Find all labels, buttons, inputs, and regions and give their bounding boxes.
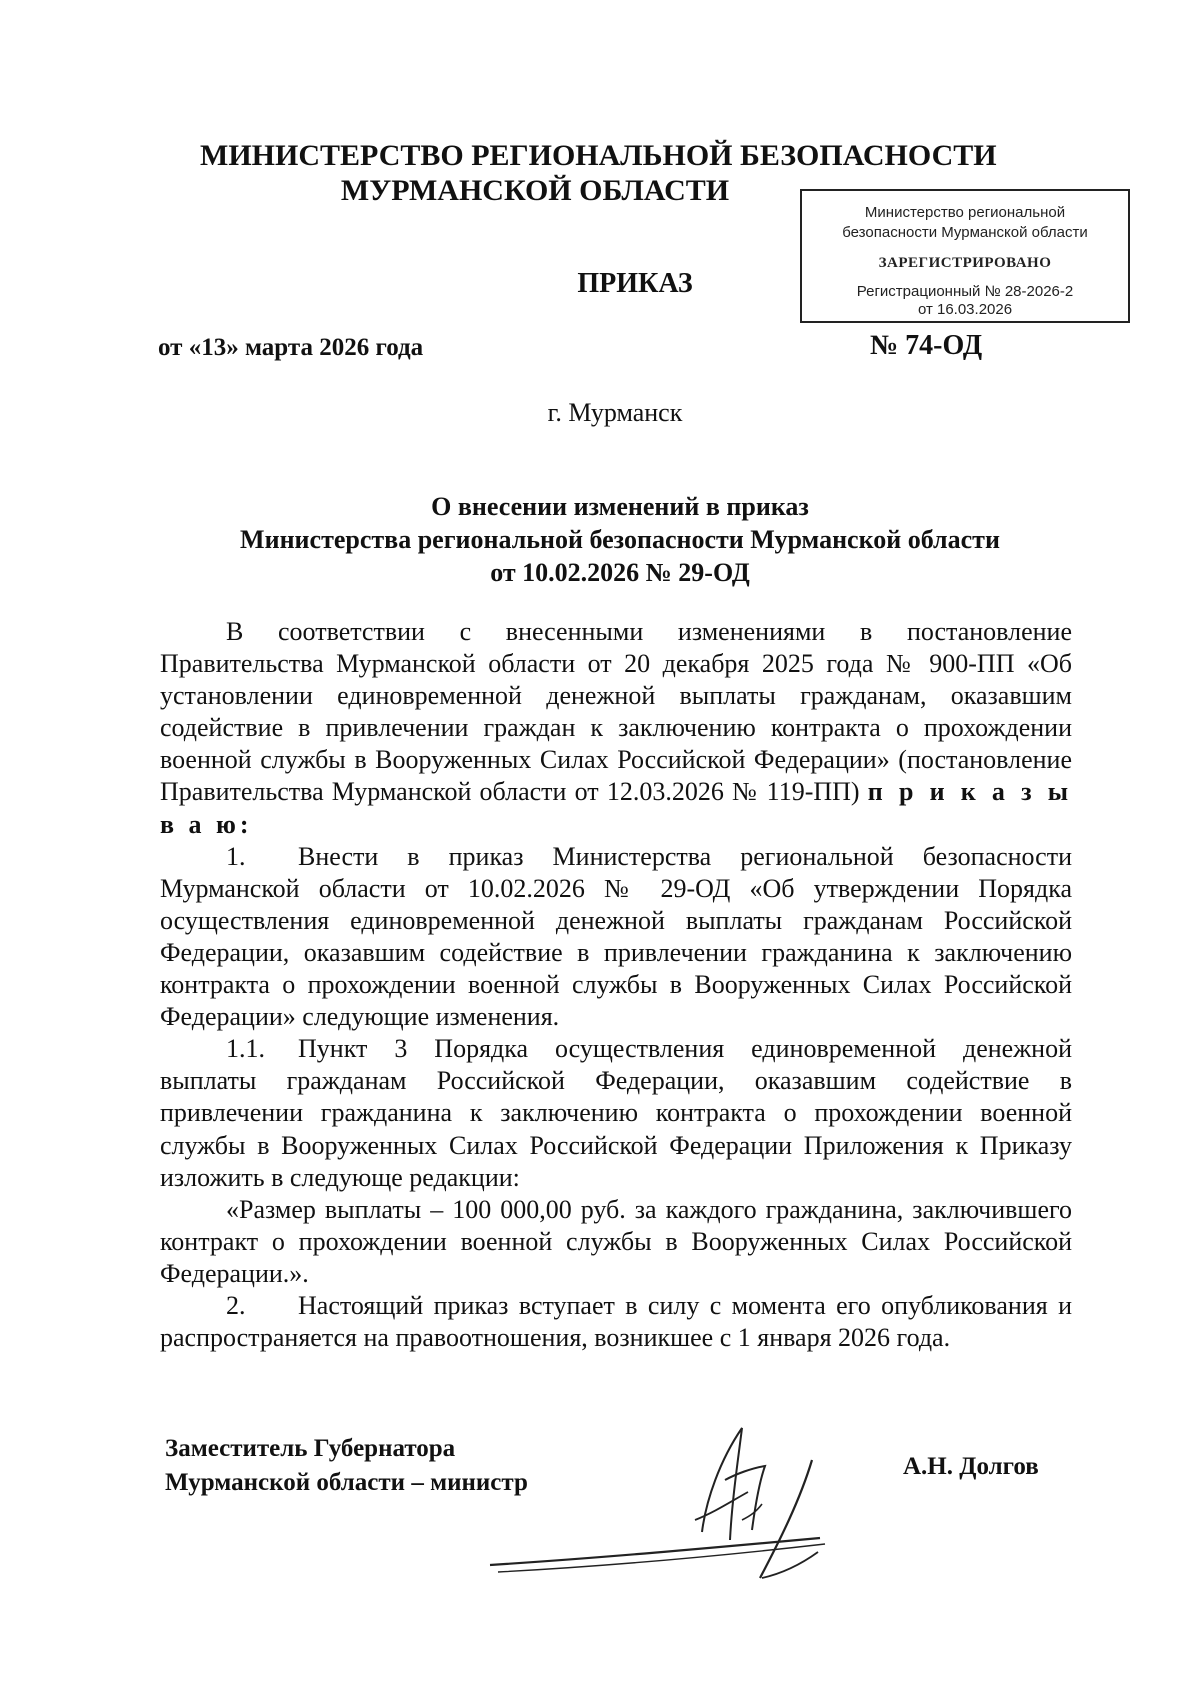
stamp-org-line-2: безопасности Мурманской области [842,224,1088,241]
preamble-paragraph [160,616,1072,841]
stamp-registration [802,283,1128,319]
signer-title-line-2: Мурманской области – министр [165,1469,528,1496]
item-1-number: 1. [226,841,246,871]
item-2-number: 2. [226,1290,246,1320]
document-date: от «13» марта 2026 года [158,334,424,361]
signer-title [165,1432,528,1500]
item-2-text: Настоящий приказ вступает в силу с момента его опубликования и распространяется на правоотношения, возникшее с 1 января 2026 года. [160,1290,1072,1353]
ministry-line-2: МУРМАНСКОЙ ОБЛАСТИ [340,174,730,207]
quote-text: «Размер выплаты – 100 000,00 руб. за каждого гражданина, заключившего контракт о прохождении военной службы в Вооруженных Силах Российской Федерации.». [160,1194,1072,1288]
subject-line-3: от 10.02.2026 № 29-ОД [490,558,750,587]
subject-line-2: Министерства региональной безопасности Мурманской области [240,525,1000,554]
item-2-paragraph [160,1290,1072,1354]
document-city: г. Мурманск [547,398,683,427]
item-1-1-text: Пункт 3 Порядка осуществления единовременной денежной выплаты гражданам Российской Федерации, оказавшим содействие в привлечении гражданина к заключению контракта о прохождении военной службы в Вооруженных Силах Российской Федерации Приложения к Приказу изложить в следующе редакции: [160,1034,1072,1192]
preamble-text: В соответствии с внесенными изменениями в постановление Правительства Мурманской области от 20 декабря 2025 года № 900-ПП «Об установлении единовременной денежной выплаты гражданам, оказавшим содействие в привлечении граждан к заключению контракта о прохождении военной службы в Вооруженных Силах Российской Федерации» (постановление Правительства Мурманской области от 12.03.2026 № 119-ПП) [160,617,1072,807]
item-1-1-number: 1.1. [226,1034,265,1064]
item-1-text: Внести в приказ Министерства региональной безопасности Мурманской области от 10.02.2026 № 29-ОД «Об утверждении Порядка осуществления единовременной денежной выплаты гражданам Российской Федерации, оказавшим содействие в привлечении гражданина к заключению контракта о прохождении военной службы в Вооруженных Силах Российской Федерации» следующие изменения. [160,841,1072,1032]
item-1-paragraph [160,841,1072,1034]
ministry-line-1: МИНИСТЕРСТВО РЕГИОНАЛЬНОЙ БЕЗОПАСНОСТИ [200,139,997,172]
subject-line-1: О внесении изменений в приказ [431,492,809,521]
stamp-reg-number: Регистрационный № 28-2026-2 [856,283,1074,300]
document-number: № 74-ОД [870,330,983,361]
stamp-reg-date: от 16.03.2026 [917,301,1013,318]
stamp-org [802,203,1128,243]
handwritten-signature [480,1420,880,1590]
stamp-org-line-1: Министерство региональной [864,204,1066,221]
signatory-name: А.Н. Долгов [903,1453,1039,1480]
quote-paragraph [160,1194,1072,1290]
stamp-status: ЗАРЕГИСТРИРОВАНО [878,255,1052,271]
order-word: п р и к а з ы в а ю: [160,777,1073,839]
signer-title-line-1: Заместитель Губернатора [165,1435,456,1462]
document-type: ПРИКАЗ [577,268,693,299]
document-subject [150,490,1090,589]
document-body [160,616,1072,1354]
item-1-1-paragraph [160,1033,1072,1193]
registration-stamp [800,189,1130,323]
